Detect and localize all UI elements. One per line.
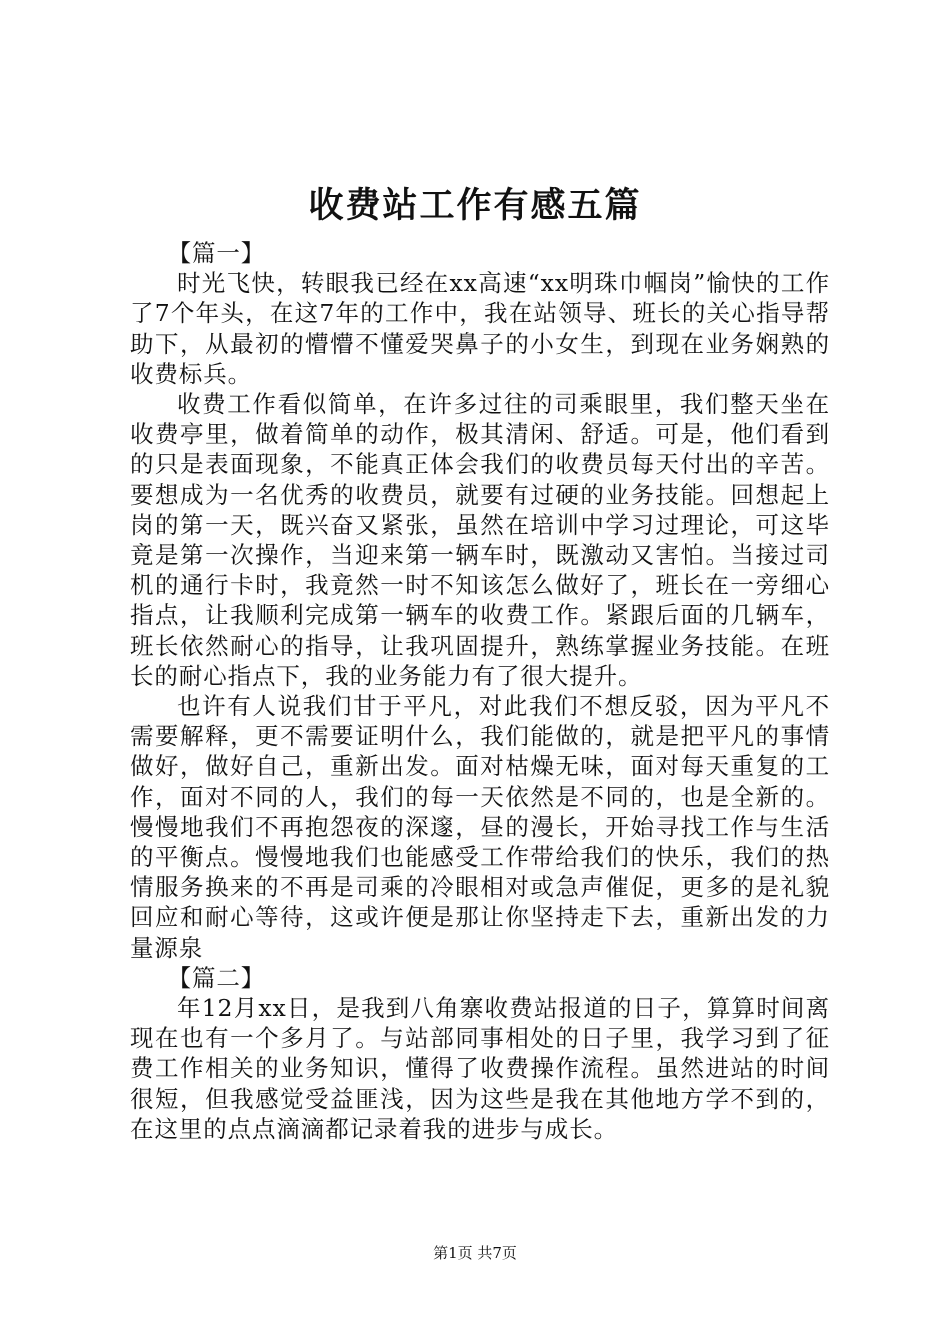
paragraph: 也许有人说我们甘于平凡，对此我们不想反驳，因为平凡不需要解释，更不需要证明什么，我们能做的，就是把平凡的事情做好，做好自己，重新出发。面对枯燥无味，面对每天重复的工作，面对不同的人，我们的每一天依然是不同的，也是全新的。慢慢地我们不再抱怨夜的深邃，昼的漫长，开始寻找工作与生活的平衡点。慢慢地我们也能感受工作带给我们的快乐，我们的热情服务换来的不再是司乘的冷眼相对或急声催促，更多的是礼貌回应和耐心等待，这或许便是那让你坚持走下去，重新出发的力量源泉 <box>130 692 830 962</box>
section-heading-2: 【篇二】 <box>167 963 266 992</box>
paragraph: 收费工作看似简单，在许多过往的司乘眼里，我们整天坐在收费亭里，做着简单的动作，极其清闲、舒适。可是，他们看到的只是表面现象，不能真正体会我们的收费员每天付出的辛苦。要想成为一名优秀的收费员，就要有过硬的业务技能。回想起上岗的第一天，既兴奋又紧张，虽然在培训中学习过理论，可这毕竟是第一次操作，当迎来第一辆车时，既激动又害怕。当接过司机的通行卡时，我竟然一时不知该怎么做好了，班长在一旁细心指点，让我顺利完成第一辆车的收费工作。紧跟后面的几辆车，班长依然耐心的指导，让我巩固提升，熟练掌握业务技能。在班长的耐心指点下，我的业务能力有了很大提升。 <box>130 390 830 690</box>
document-body <box>130 238 830 1144</box>
paragraph: 时光飞快，转眼我已经在xx高速“xx明珠巾帼岗”愉快的工作了7个年头，在这7年的工作中，我在站领导、班长的关心指导帮助下，从最初的懵懵不懂爱哭鼻子的小女生，到现在业务娴熟的收费标兵。 <box>130 269 830 388</box>
paragraph: 年12月xx日，是我到八角寨收费站报道的日子，算算时间离现在也有一个多月了。与站部同事相处的日子里，我学习到了征费工作相关的业务知识，懂得了收费操作流程。虽然进站的时间很短，但我感觉受益匪浅，因为这些是我在其他地方学不到的，在这里的点点滴滴都记录着我的进步与成长。 <box>130 994 830 1143</box>
page-footer: 第1页 共7页 <box>433 1244 517 1262</box>
section-heading-1: 【篇一】 <box>167 239 266 267</box>
document-title: 收费站工作有感五篇 <box>308 185 642 226</box>
